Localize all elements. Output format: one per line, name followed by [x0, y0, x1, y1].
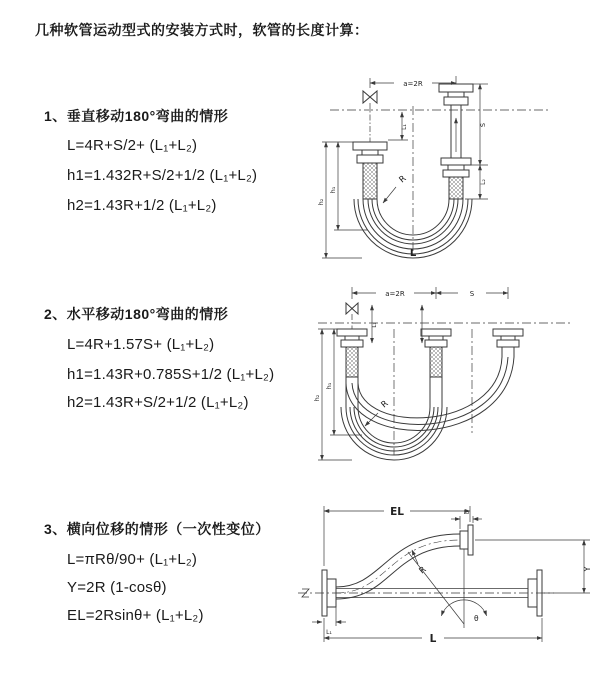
section-2-formula-L: L=4R+1.57S+ (L₁+L₂) — [67, 336, 215, 353]
dim-label-h2: h₂ — [313, 394, 321, 402]
section-1-heading: 1、垂直移动180°弯曲的情形 — [44, 108, 229, 124]
section-1-formula-h1: h1=1.432R+S/2+1/2 (L₁+L₂) — [67, 167, 258, 184]
section-3-formula-L: L=πRθ/90+ (L₁+L₂) — [67, 551, 198, 568]
braided-hose-right — [449, 177, 463, 199]
braided-hose-left — [346, 347, 358, 377]
radius-leader — [412, 550, 418, 564]
dimension-l1 — [312, 607, 346, 626]
s-curve-hose — [336, 534, 460, 599]
left-flange — [353, 142, 387, 163]
dimension-small-arrows — [372, 305, 422, 343]
dim-label-h1: h₁ — [329, 186, 337, 194]
flange-right — [493, 329, 523, 347]
center-lines — [318, 314, 572, 455]
dim-label-h1: h₁ — [325, 382, 333, 390]
dimension-h — [322, 142, 368, 258]
angle-label: θ — [474, 614, 479, 623]
dim-label-y: Y — [583, 566, 592, 572]
radius-leader — [365, 413, 378, 426]
dim-label-l2: L₂ — [480, 179, 487, 185]
dim-label-el: EL — [390, 506, 404, 518]
section-3-heading: 3、横向位移的情形（一次性变位） — [44, 521, 270, 537]
valve-icon — [346, 303, 358, 314]
diagram-lateral-displacement — [292, 500, 600, 650]
dim-label-l1: L₁ — [401, 124, 408, 130]
dim-label-l1: L₁ — [326, 629, 332, 636]
dim-label-h2: h₂ — [317, 198, 325, 206]
right-flange-mid — [441, 158, 471, 177]
section-2-formula-h2: h2=1.43R+S/2+1/2 (L₁+L₂) — [67, 394, 249, 411]
page-title: 几种软管运动型式的安装方式时，软管的长度计算： — [35, 22, 369, 38]
section-3-formula-Y: Y=2R (1-cosθ) — [67, 579, 167, 596]
flange-middle — [421, 329, 451, 347]
section-3-formula-EL: EL=2Rsinθ+ (L₁+L₂) — [67, 607, 204, 624]
dim-label-l2: L₂ — [463, 509, 470, 516]
dim-label-s: S — [479, 122, 487, 128]
section-2-heading: 2、水平移动180°弯曲的情形 — [44, 306, 229, 322]
dimension-a2r-s — [352, 287, 508, 299]
radius-label: R — [379, 398, 391, 411]
radius-leader — [383, 187, 396, 203]
right-flange-top — [439, 84, 473, 105]
dim-label-l1: L₁ — [372, 322, 378, 328]
section-1-formula-h2: h2=1.43R+1/2 (L₁+L₂) — [67, 197, 217, 214]
section-2-formula-h1: h1=1.43R+0.785S+1/2 (L₁+L₂) — [67, 366, 275, 383]
dim-label-l: L — [429, 633, 437, 645]
dimension-l2 — [451, 516, 482, 529]
dimension-y — [475, 540, 590, 593]
valve-icon — [363, 91, 377, 103]
diagram-vertical-180-bend — [310, 70, 595, 260]
braided-hose-middle — [430, 347, 442, 377]
radius-label: R — [417, 564, 429, 577]
section-1-formula-L: L=4R+S/2+ (L₁+L₂) — [67, 137, 198, 154]
radius-label: R — [397, 173, 409, 186]
dim-label-a2r: a=2R — [385, 290, 405, 298]
flange-upper — [460, 525, 473, 555]
dim-label-s: S — [469, 290, 475, 298]
dim-label-a2r: a=2R — [403, 80, 423, 88]
braided-hose-left — [363, 163, 377, 199]
diagram-horizontal-180-bend — [310, 283, 595, 468]
flange-left — [337, 329, 367, 347]
length-label: L — [409, 248, 417, 259]
